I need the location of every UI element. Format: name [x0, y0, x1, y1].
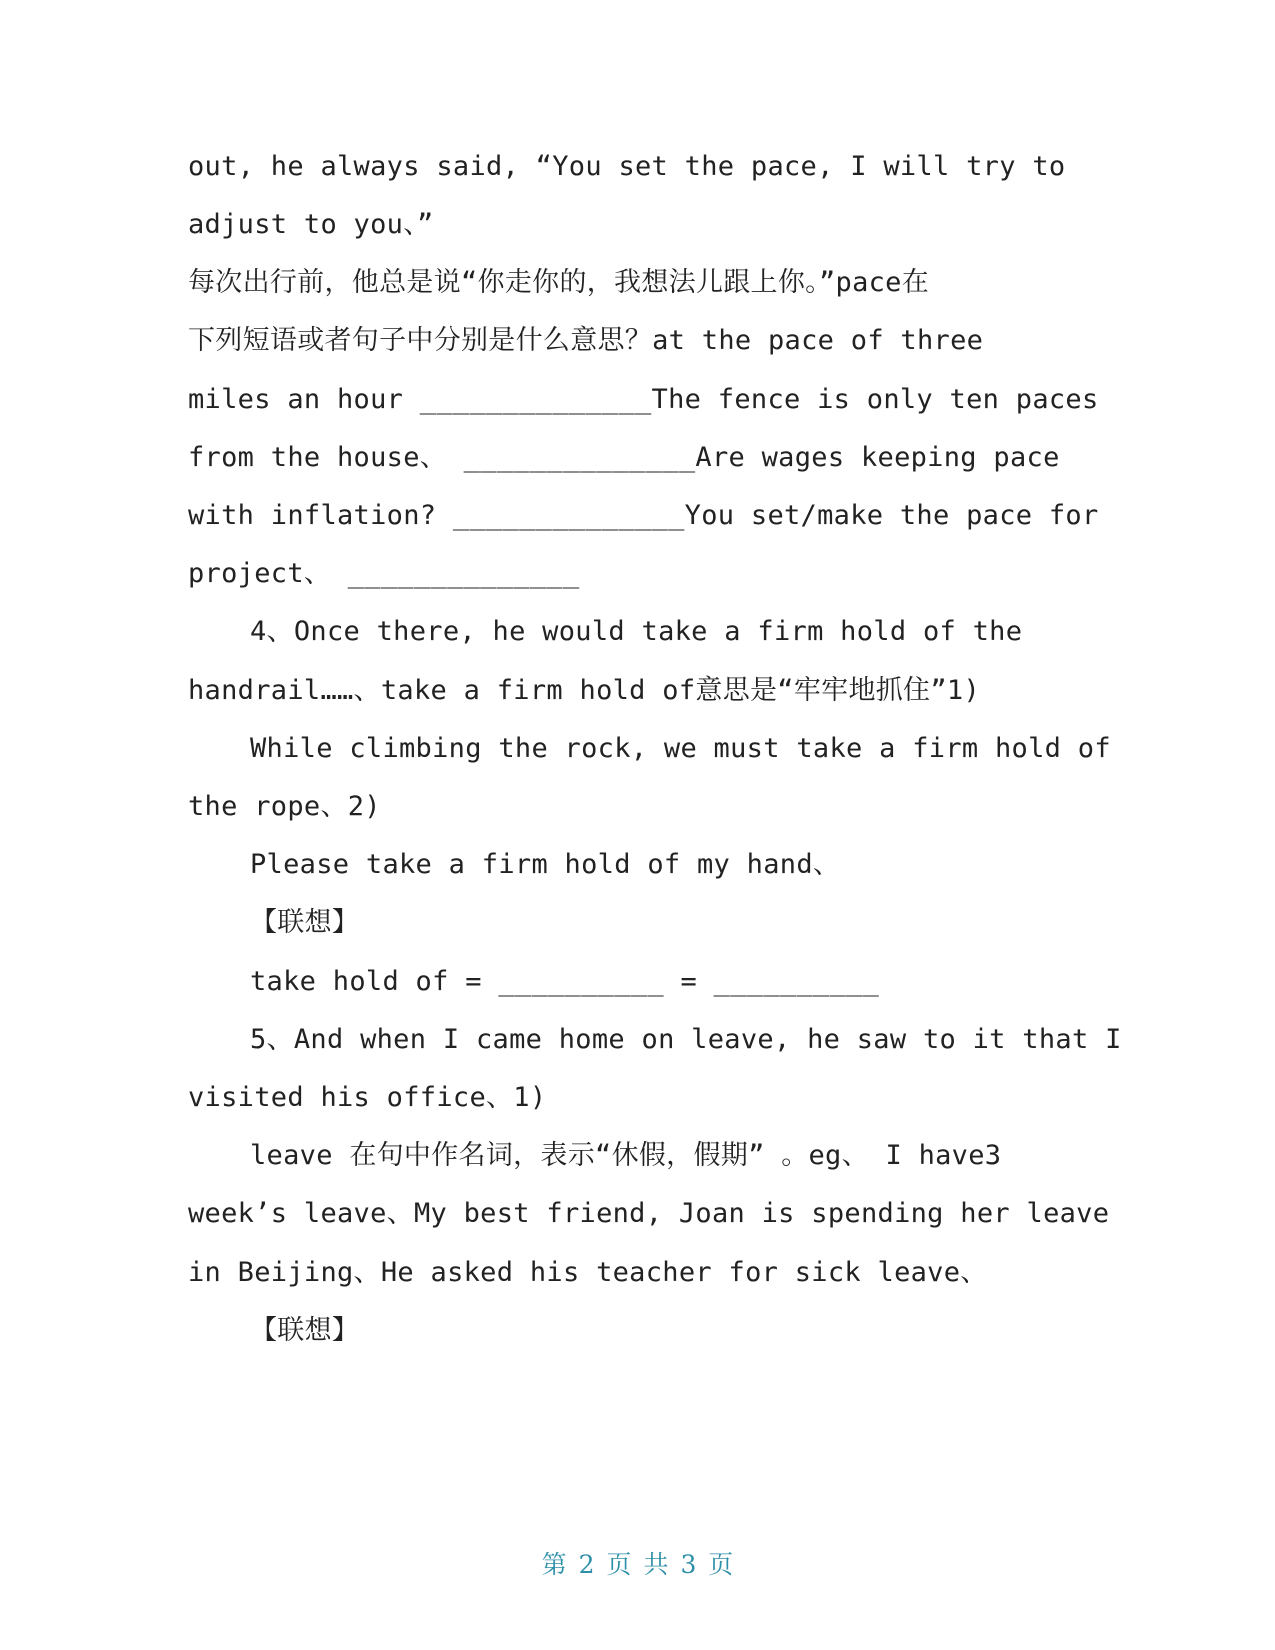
text-line: 4、Once there, he would take a firm hold of the — [250, 616, 1023, 647]
text-line: with inflation? ______________You set/make the pace for — [188, 500, 1099, 531]
text-line: 每次出行前，他总是说“你走你的，我想法儿跟上你。”pace在 — [188, 267, 930, 298]
text-line: handrail……、take a firm hold of意思是“牢牢地抓住”1) — [188, 675, 981, 706]
text-line: project、 ______________ — [188, 558, 580, 589]
total-page-count: 3 — [680, 1550, 697, 1579]
text-line: from the house、 ______________Are wages keeping pace — [188, 442, 1060, 473]
section-heading: 【联想】 — [250, 907, 360, 938]
section-heading: 【联想】 — [250, 1315, 360, 1346]
text-line: 5、And when I came home on leave, he saw to it that I — [250, 1024, 1122, 1055]
footer-label-page-unit: 页 — [606, 1550, 632, 1579]
text-line: in Beijing、He asked his teacher for sick leave、 — [188, 1257, 988, 1288]
text-line: miles an hour ______________The fence is only ten paces — [188, 384, 1099, 415]
footer-label-page: 第 — [541, 1550, 567, 1579]
text-line: week’s leave、My best friend, Joan is spending her leave — [188, 1198, 1110, 1229]
text-line: the rope、2) — [188, 791, 381, 822]
text-line: Please take a firm hold of my hand、 — [250, 849, 841, 880]
current-page-number: 2 — [578, 1550, 595, 1579]
text-line: leave 在句中作名词，表示“休假，假期” 。eg、 I have3 — [250, 1140, 1002, 1171]
text-line: While climbing the rock, we must take a firm hold of — [250, 733, 1111, 764]
text-line: visited his office、1) — [188, 1082, 547, 1113]
page-footer — [0, 1550, 1275, 1580]
footer-label-total-unit: 页 — [708, 1550, 734, 1579]
text-line: 下列短语或者句子中分别是什么意思？at the pace of three — [188, 325, 984, 356]
text-line: out, he always said, “You set the pace, I will try to — [188, 151, 1066, 182]
text-line: take hold of = __________ = __________ — [250, 966, 880, 997]
text-line: adjust to you、” — [188, 209, 434, 240]
footer-label-total: 共 — [643, 1550, 669, 1579]
